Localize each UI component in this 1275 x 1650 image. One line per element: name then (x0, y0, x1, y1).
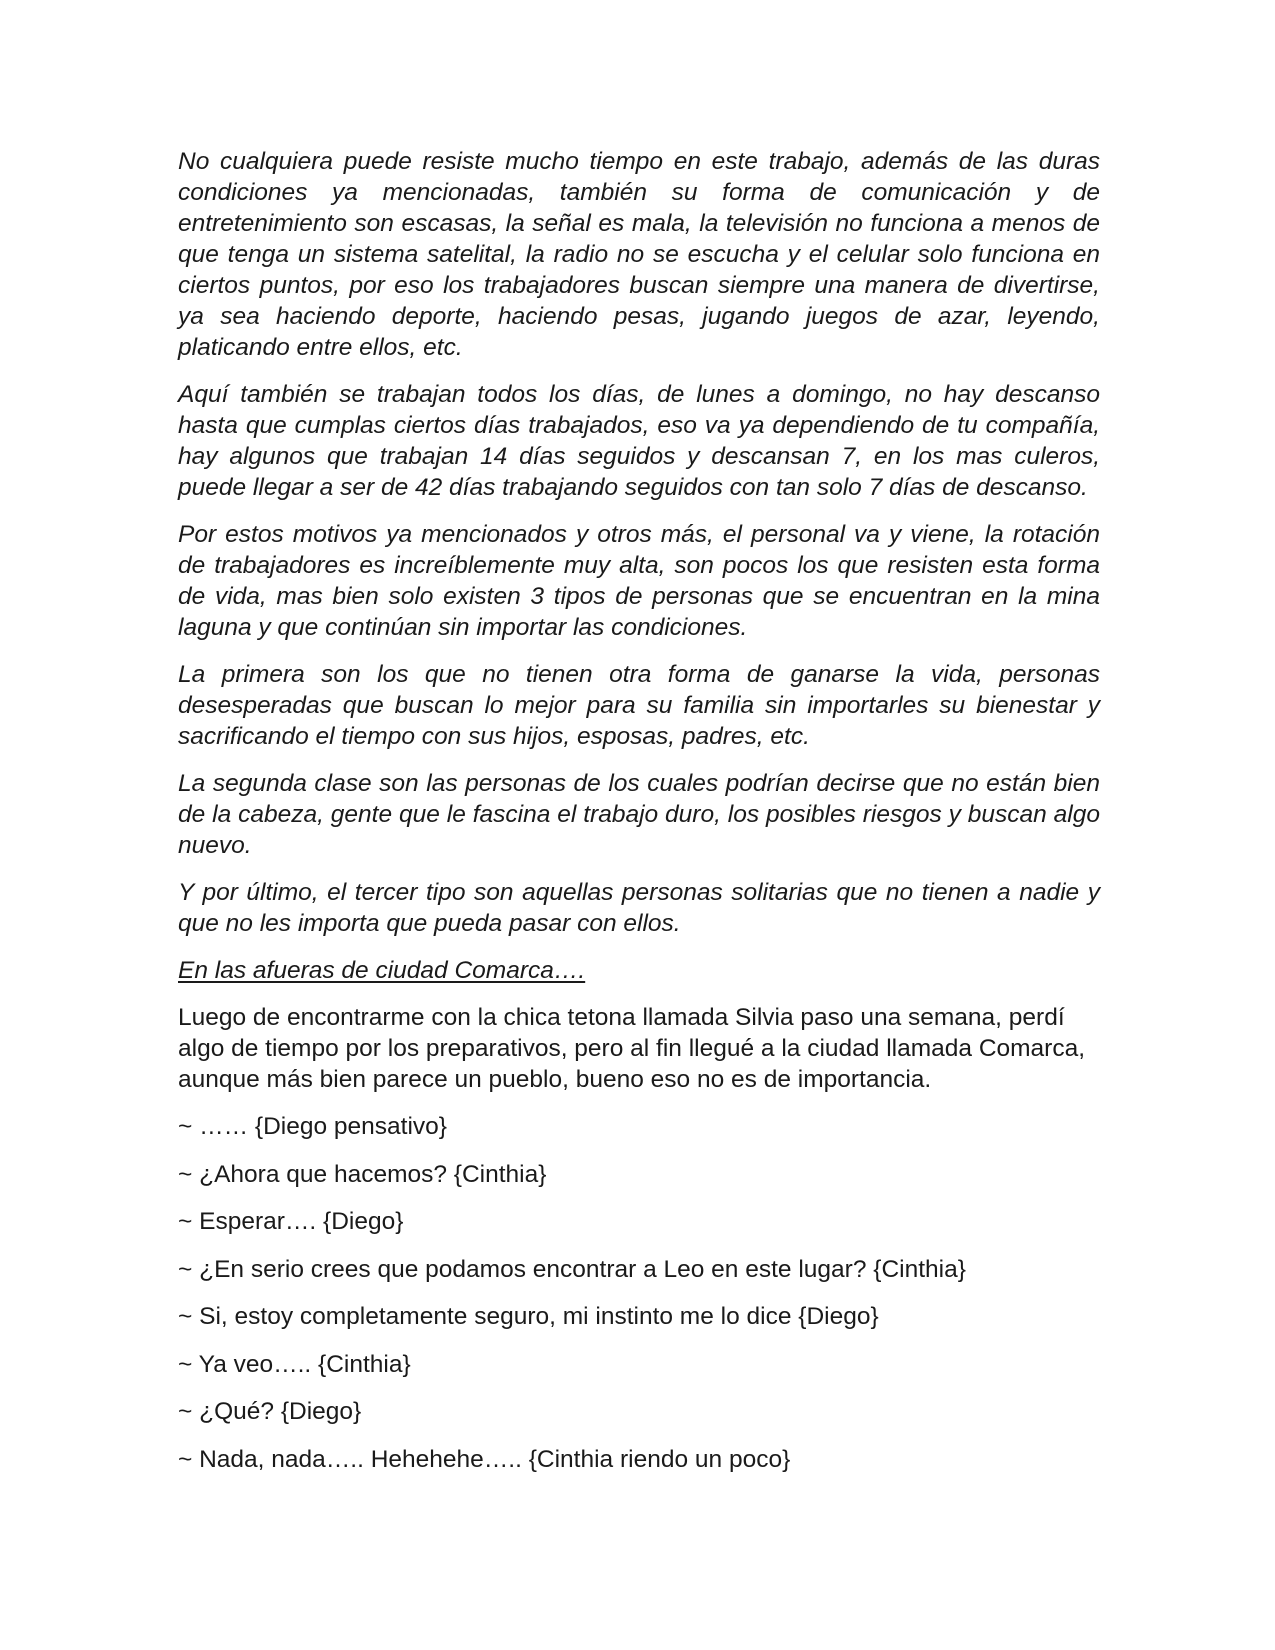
text-column (178, 146, 1100, 1491)
paragraph-work-schedule: Aquí también se trabajan todos los días, de lunes a domingo, no hay descanso hasta que cumplas ciertos días trabajados, eso va ya dependiendo de tu compañía, hay algunos que trabajan 14 días seguidos y descansan 7, en los mas culeros, puede llegar a ser de 42 días trabajando seguidos con tan solo 7 días de descanso. (178, 381, 1100, 501)
dialogue-line: ~ ¿Qué? {Diego} (178, 1398, 362, 1425)
dialogue-line: ~ Nada, nada….. Hehehehe….. {Cinthia riendo un poco} (178, 1445, 791, 1473)
narration-paragraph: Luego de encontrarme con la chica tetona llamada Silvia paso una semana, perdí algo de tiempo por los preparativos, pero al fin llegué a la ciudad llamada Comarca, aunque más bien parece un pueblo, bueno eso no es de importancia. (178, 1004, 1086, 1093)
paragraph-communication: No cualquiera puede resiste mucho tiempo en este trabajo, además de las duras condiciones ya mencionadas, también su forma de comunicación y de entretenimiento son escasas, la señal es mala, la televisión no funciona a menos de que tenga un sistema satelital, la radio no se escucha y el celular solo funciona en ciertos puntos, por eso los trabajadores buscan siempre una manera de divertirse, ya sea haciendo deporte, haciendo pesas, jugando juegos de azar, leyendo, platicando entre ellos, etc. (178, 148, 1100, 361)
scene-heading: En las afueras de ciudad Comarca…. (178, 957, 586, 984)
dialogue-line: ~ Esperar…. {Diego} (178, 1208, 404, 1235)
dialogue-line: ~ ¿En serio crees que podamos encontrar a Leo en este lugar? {Cinthia} (178, 1255, 966, 1283)
dialogue-line: ~ …… {Diego pensativo} (178, 1113, 447, 1140)
paragraph-second-type: La segunda clase son las personas de los cuales podrían decirse que no están bien de la cabeza, gente que le fascina el trabajo duro, los posibles riesgos y buscan algo nuevo. (178, 770, 1100, 859)
paragraph-third-type: Y por último, el tercer tipo son aquellas personas solitarias que no tienen a nadie y que no les importa que pueda pasar con ellos. (178, 879, 1100, 937)
paragraph-first-type: La primera son los que no tienen otra forma de ganarse la vida, personas desesperadas que buscan lo mejor para su familia sin importarles su bienestar y sacrificando el tiempo con sus hijos, esposas, padres, etc. (178, 661, 1100, 750)
dialogue-line: ~ ¿Ahora que hacemos? {Cinthia} (178, 1160, 547, 1188)
paragraph-staff-rotation: Por estos motivos ya mencionados y otros más, el personal va y viene, la rotación de trabajadores es increíblemente muy alta, son pocos los que resisten esta forma de vida, mas bien solo existen 3 tipos de personas que se encuentran en la mina laguna y que continúan sin importar las condiciones. (178, 521, 1100, 641)
dialogue-line: ~ Ya veo….. {Cinthia} (178, 1350, 411, 1378)
dialogue-line: ~ Si, estoy completamente seguro, mi instinto me lo dice {Diego} (178, 1303, 879, 1330)
